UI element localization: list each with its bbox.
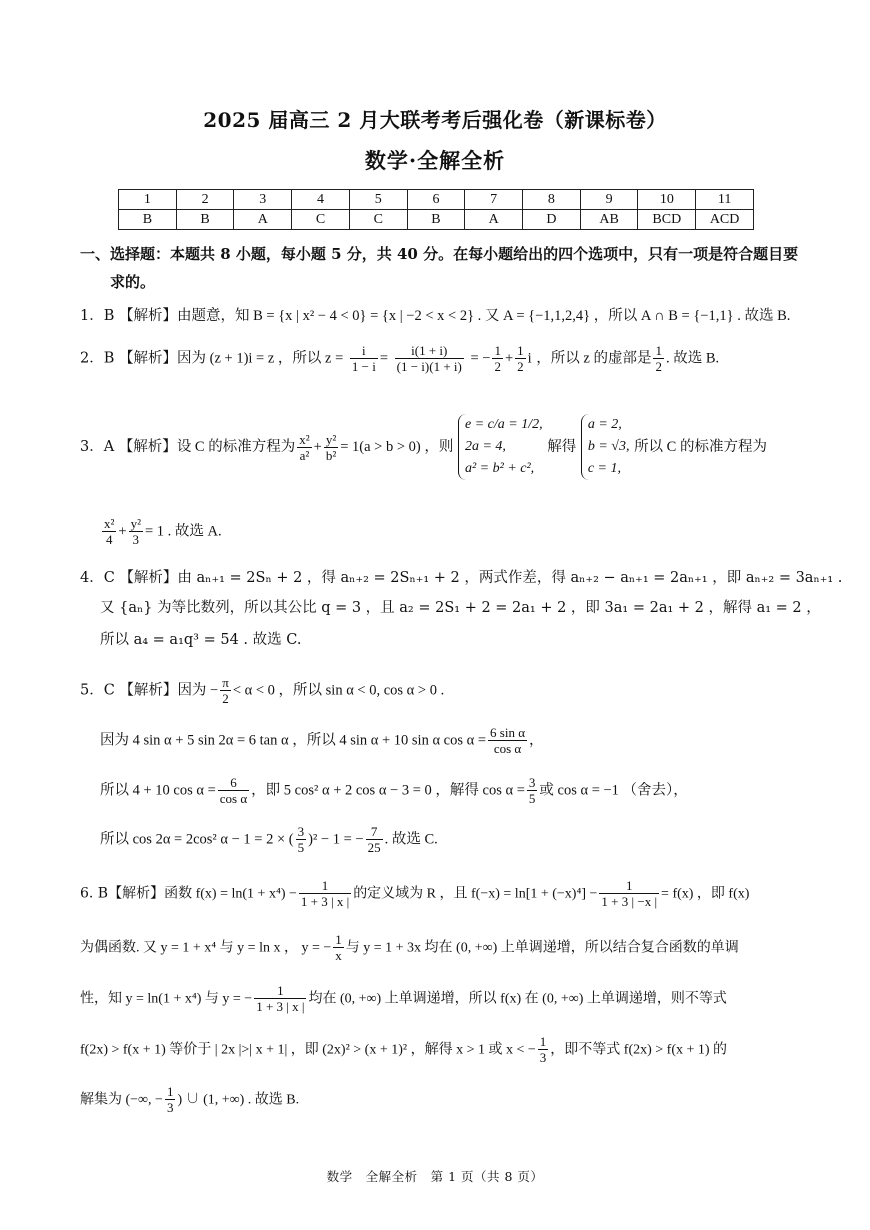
table-cell: 6 <box>407 190 465 210</box>
q5-prefix: 5．C 【解析】 <box>80 682 178 699</box>
fraction <box>653 343 664 374</box>
frac-den: 2 <box>222 691 229 706</box>
fraction <box>333 932 344 963</box>
system-row: e = c/a = 1/2, <box>464 417 543 432</box>
page-title: 2025 届高三 2 月大联考考后强化卷（新课标卷） <box>203 108 667 132</box>
table-cell: D <box>523 210 581 230</box>
q2-prefix: 2．B 【解析】 <box>80 350 177 367</box>
frac-num: 3 <box>528 775 536 790</box>
frac-den: cos α <box>493 741 522 756</box>
q4-solution-cont: 又 {aₙ} 为等比数列，所以其公比 q = 3 ，且 a₂ = 2S₁ + 2 = 2a₁ + 2 ，即 3a₁ = 2a₁ + 2 ，解得 a₁ = 2 ， <box>100 600 821 616</box>
q5-text: < α < 0 ，所以 sin α < 0, cos α > 0 . <box>232 682 445 699</box>
q5-solution <box>80 675 800 706</box>
frac-den: 5 <box>297 840 305 855</box>
equation-system <box>458 414 543 480</box>
q1-solution <box>80 306 800 326</box>
q5-text: 或 cos α = −1 （舍去）， <box>539 782 688 799</box>
q6-text: 与 y = 1 + 3x 均在 (0, +∞) 上单调递增，所以结合复合函数的单调 <box>345 940 739 956</box>
table-cell: B <box>119 210 177 230</box>
q1-text: 由题意，知 B = {x | x² − 4 < 0} = {x | −2 < x < 2} . 又 A = {−1,1,2,4} ，所以 A ∩ B = {−1,1} . 故选 B. <box>177 308 791 324</box>
fraction <box>599 878 659 909</box>
op: = − <box>470 350 491 367</box>
q6-solution-cont <box>80 932 800 963</box>
table-cell: 5 <box>349 190 407 210</box>
table-cell: ACD <box>696 210 754 230</box>
frac-num: 6 sin α <box>490 725 526 740</box>
frac-num: i(1 + i) <box>395 343 464 359</box>
frac-den: 3 <box>166 1100 174 1115</box>
frac-num: 1 <box>166 1084 174 1099</box>
q1-prefix: 1．B 【解析】 <box>80 308 177 324</box>
fraction <box>129 516 143 547</box>
frac-num: 1 <box>517 343 524 358</box>
frac-num: x² <box>299 431 310 447</box>
q6-text: ，即不等式 f(2x) > f(x + 1) 的 <box>550 1042 728 1058</box>
table-cell: AB <box>580 210 638 230</box>
frac-den: 1 − i <box>351 359 376 374</box>
frac-den: 25 <box>367 840 381 855</box>
frac-den: 2 <box>517 359 524 374</box>
q6-text: 为偶函数. 又 y = 1 + x⁴ 与 y = ln x ， y = − <box>80 940 332 956</box>
q2-text: 因为 (z + 1)i = z ，所以 z = <box>177 350 344 367</box>
fraction <box>395 343 464 374</box>
op: i <box>527 350 532 367</box>
table-cell: B <box>407 210 465 230</box>
fraction <box>296 824 307 855</box>
table-cell: 2 <box>176 190 234 210</box>
fraction <box>366 824 383 855</box>
q3-text: 设 C 的标准方程为 <box>176 439 296 455</box>
fraction <box>538 1034 549 1065</box>
frac-den: 1 + 3 | x | <box>256 999 305 1014</box>
table-cell: 3 <box>234 190 292 210</box>
fraction <box>515 343 526 374</box>
q3-solution <box>80 410 800 484</box>
frac-num: 1 <box>335 932 342 947</box>
fraction <box>254 983 306 1014</box>
table-cell: 8 <box>523 190 581 210</box>
table-cell: C <box>292 210 350 230</box>
system-row: 2a = 4, <box>464 439 506 454</box>
fraction <box>527 775 538 806</box>
frac-den: 2 <box>494 359 501 374</box>
q3-prefix: 3．A 【解析】 <box>80 439 177 455</box>
section-heading-line2: 求的。 <box>110 273 156 291</box>
q2-text: ，所以 z 的虚部是 <box>536 350 652 367</box>
system-row: c = 1, <box>587 461 621 476</box>
answer-table <box>118 189 754 230</box>
q6-text: 函数 f(x) = ln(1 + x⁴) − <box>164 886 297 902</box>
frac-num: 1 <box>299 878 351 894</box>
table-cell: C <box>349 210 407 230</box>
q6-solution <box>80 878 800 909</box>
frac-den: a² <box>299 447 310 463</box>
answer-table-number-row <box>119 190 754 210</box>
frac-num: 1 <box>494 343 501 358</box>
frac-den: 2 <box>655 359 662 374</box>
fraction <box>350 343 378 374</box>
fraction <box>218 775 249 806</box>
system-row: a = 2, <box>587 417 622 432</box>
frac-num: 1 <box>655 343 662 358</box>
fraction <box>220 675 231 706</box>
frac-num: i <box>350 343 378 359</box>
q5-text: )² − 1 = − <box>308 831 364 848</box>
q4-solution-cont: 所以 a₄ = a₁q³ = 54 . 故选 C. <box>100 632 302 648</box>
equation-system <box>581 414 630 480</box>
frac-num: 1 <box>254 983 306 999</box>
q6-text: f(2x) > f(x + 1) 等价于 | 2x |>| x + 1| ，即 (2x)² > (x + 1)² ，解得 x > 1 或 x < − <box>80 1042 536 1058</box>
fraction <box>299 878 351 909</box>
frac-num: 7 <box>366 824 383 840</box>
op: + <box>504 350 514 367</box>
table-cell: 10 <box>638 190 696 210</box>
q6-solution-cont <box>80 983 800 1014</box>
q3-text: 所以 C 的标准方程为 <box>634 439 767 455</box>
q6-solution-cont <box>80 1084 800 1115</box>
system-row: a² = b² + c², <box>464 461 535 476</box>
table-cell: 1 <box>119 190 177 210</box>
frac-den: 4 <box>105 532 113 547</box>
fraction <box>492 343 503 374</box>
section-heading-line1: 一、选择题：本题共 8 小题，每小题 5 分，共 40 分。在每小题给出的四个选项中，只有一项是符合题目要 <box>80 245 799 263</box>
q6-text: 均在 (0, +∞) 上单调递增，所以 f(x) 在 (0, +∞) 上单调递增，则不等式 <box>308 991 727 1007</box>
page-subtitle: 数学·全解全析 <box>364 148 506 173</box>
q5-solution-cont <box>100 775 820 806</box>
q3-solution-cont <box>100 516 820 547</box>
q6-text: ) ∪ (1, +∞) . 故选 B. <box>177 1092 300 1108</box>
table-cell: 7 <box>465 190 523 210</box>
q2-solution: 2．B 【解析】因为 (z + 1)i = z ，所以 z = $\frac{i}{1 - i}$ = $\frac{i(1 + i)}{(1 - i)(1 + i)}$ = − $\frac{1}{2}$ + $\frac{1}{2}$ i ，所以 z 的虚部是 $\frac{1}{2}$ . 故选 B. <box>80 343 720 374</box>
fraction <box>324 432 338 463</box>
op: + <box>118 523 127 540</box>
q5-text: 所以 cos 2α = 2cos² α − 1 = 2 × ( <box>100 831 294 848</box>
frac-num: 3 <box>297 824 305 839</box>
q6-prefix: 6. B【解析】 <box>80 885 165 902</box>
q3-text: = 1 . 故选 A. <box>145 523 222 540</box>
system-row: b = √3, <box>587 439 630 454</box>
frac-num: π <box>222 675 229 690</box>
op: + <box>313 439 322 455</box>
table-cell: 9 <box>580 190 638 210</box>
frac-den: 5 <box>528 791 536 806</box>
q5-text: 因为 4 sin α + 5 sin 2α = 6 tan α ，所以 4 sin α + 10 sin α cos α = <box>100 732 487 749</box>
q3-text: 解得 <box>547 439 577 455</box>
table-cell: 4 <box>292 190 350 210</box>
q5-text: 所以 4 + 10 cos α = <box>100 782 216 799</box>
q5-text: ，即 5 cos² α + 2 cos α − 3 = 0 ，解得 cos α = <box>251 782 525 799</box>
frac-den: 1 + 3 | x | <box>300 894 350 909</box>
frac-den: (1 − i)(1 + i) <box>396 359 462 374</box>
frac-num: y² <box>325 431 337 447</box>
fraction <box>165 1084 176 1115</box>
frac-den: x <box>335 948 342 963</box>
frac-den: 3 <box>539 1050 547 1065</box>
q5-solution-cont <box>100 824 820 855</box>
q4-solution: 4．C 【解析】由 aₙ₊₁ = 2Sₙ + 2 ，得 aₙ₊₂ = 2Sₙ₊₁ + 2 ，两式作差，得 aₙ₊₂ − aₙ₊₁ = 2aₙ₊₁ ，即 aₙ₊₂ = 3aₙ₊₁ . <box>80 570 843 586</box>
q2-text: . 故选 B. <box>665 350 720 367</box>
q6-text: 性，知 y = ln(1 + x⁴) 与 y = − <box>80 991 253 1007</box>
q6-text: 的定义域为 R ，且 f(−x) = ln[1 + (−x)⁴] − <box>353 886 598 902</box>
table-cell: B <box>176 210 234 230</box>
fraction <box>297 432 311 463</box>
table-cell: A <box>465 210 523 230</box>
answer-table-answer-row <box>119 210 754 230</box>
q5-text: 因为 − <box>177 682 219 699</box>
fraction <box>102 516 116 547</box>
fraction <box>488 725 527 756</box>
frac-num: 1 <box>539 1034 547 1049</box>
table-cell: A <box>234 210 292 230</box>
frac-den: b² <box>325 447 337 463</box>
page-footer: 数学 全解全析 第 1 页（共 8 页） <box>326 1169 544 1184</box>
frac-num: x² <box>104 516 115 531</box>
table-cell: BCD <box>638 210 696 230</box>
q5-solution-cont <box>100 725 820 756</box>
frac-num: 1 <box>599 878 659 894</box>
q5-text: ， <box>529 732 544 749</box>
q5-text: . 故选 C. <box>384 831 438 848</box>
frac-den: cos α <box>219 791 248 806</box>
section-heading <box>80 240 800 296</box>
frac-num: y² <box>130 516 141 531</box>
q3-text: = 1(a > b > 0) ，则 <box>340 439 454 455</box>
q6-solution-cont <box>80 1034 800 1065</box>
frac-den: 1 + 3 | −x | <box>601 894 658 909</box>
frac-num: 6 <box>218 775 249 791</box>
q6-text: 解集为 (−∞, − <box>80 1092 163 1108</box>
table-cell: 11 <box>696 190 754 210</box>
q6-text: = f(x) ，即 f(x) <box>661 886 750 902</box>
frac-den: 3 <box>132 532 140 547</box>
